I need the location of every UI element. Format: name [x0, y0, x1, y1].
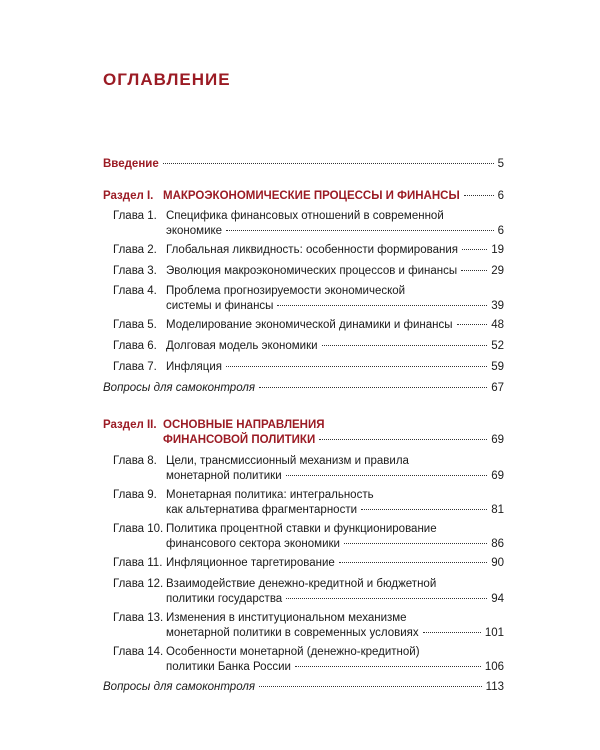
chapter-title: Изменения в институциональном механизме [166, 612, 407, 624]
page-number: 6 [497, 225, 504, 237]
chapter-title: Особенности монетарной (денежно-кредитной) [166, 646, 420, 658]
dot-leader [226, 230, 494, 231]
page-number: 48 [491, 319, 504, 331]
page-number: 67 [491, 382, 504, 394]
toc-entry-chapter-6[interactable] [103, 339, 504, 354]
toc-entry-chapter-1[interactable] [103, 209, 504, 239]
chapter-title-cont: монетарной политики в современных условиях [166, 627, 419, 639]
toc-entry-part-2[interactable] [103, 418, 504, 448]
dot-leader [226, 366, 487, 367]
page-number: 29 [491, 265, 504, 277]
toc-entry-chapter-13[interactable] [103, 611, 504, 641]
toc-entry-chapter-7[interactable] [103, 360, 504, 375]
page-number: 101 [484, 627, 504, 639]
chapter-title: Эволюция макроэкономических процессов и финансы [166, 265, 458, 277]
chapter-title: Политика процентной ставки и функционирование [166, 523, 437, 535]
toc-entry-chapter-5[interactable] [103, 318, 504, 333]
dot-leader [322, 345, 488, 346]
toc-entry-questions-2[interactable] [103, 680, 504, 695]
toc-entry-chapter-12[interactable] [103, 577, 504, 607]
chapter-title: Проблема прогнозируемости экономической [166, 285, 406, 297]
page-number: 69 [491, 470, 504, 482]
page-number: 69 [491, 434, 504, 446]
dot-leader [423, 632, 481, 633]
chapter-label: Глава 10. [113, 523, 164, 535]
page-number: 19 [491, 244, 504, 256]
toc-entry-questions-1[interactable] [103, 381, 504, 396]
dot-leader [259, 686, 482, 687]
toc-entry-intro[interactable] [103, 157, 504, 172]
page-number: 81 [491, 504, 504, 516]
chapter-label: Глава 2. [113, 244, 157, 256]
dot-leader [461, 270, 487, 271]
chapter-label: Глава 7. [113, 361, 157, 373]
chapter-label: Глава 11. [113, 557, 163, 569]
chapter-label: Глава 6. [113, 340, 157, 352]
chapter-label: Глава 1. [113, 210, 157, 222]
dot-leader [295, 666, 481, 667]
dot-leader [286, 475, 488, 476]
part-label: Раздел II. [103, 419, 157, 431]
entry-title: Вопросы для самоконтроля [103, 382, 255, 394]
chapter-title: Цели, трансмиссионный механизм и правила [166, 455, 409, 467]
chapter-label: Глава 3. [113, 265, 157, 277]
dot-leader [277, 305, 487, 306]
dot-leader [259, 387, 487, 388]
toc-entry-chapter-3[interactable] [103, 264, 504, 279]
toc-entry-chapter-8[interactable] [103, 454, 504, 484]
dot-leader [462, 249, 487, 250]
chapter-title: Специфика финансовых отношений в современной [166, 210, 444, 222]
toc-entry-chapter-11[interactable] [103, 556, 504, 571]
page-number: 5 [497, 158, 504, 170]
chapter-title: Долговая модель экономики [166, 340, 318, 352]
page-number: 59 [491, 361, 504, 373]
dot-leader [344, 543, 487, 544]
chapter-title-cont: экономике [166, 225, 223, 237]
chapter-title: Моделирование экономической динамики и финансы [166, 319, 453, 331]
chapter-title-cont: системы и финансы [166, 300, 274, 312]
dot-leader [339, 562, 487, 563]
entry-title: Введение [103, 158, 159, 170]
dot-leader [464, 195, 494, 196]
chapter-label: Глава 13. [113, 612, 164, 624]
dot-leader [163, 163, 494, 164]
toc-entry-chapter-2[interactable] [103, 243, 504, 258]
page-number: 113 [485, 681, 504, 693]
chapter-label: Глава 9. [113, 489, 157, 501]
chapter-title-cont: как альтернатива фрагментарности [166, 504, 358, 516]
part-title-cont: ФИНАНСОВОЙ ПОЛИТИКИ [163, 434, 316, 446]
part-label: Раздел I. [103, 190, 154, 202]
chapter-title-cont: финансового сектора экономики [166, 538, 340, 550]
dot-leader [361, 509, 487, 510]
chapter-label: Глава 4. [113, 285, 157, 297]
toc-entry-chapter-9[interactable] [103, 488, 504, 518]
dot-leader [319, 439, 487, 440]
chapter-title: Монетарная политика: интегральность [166, 489, 374, 501]
chapter-title: Взаимодействие денежно-кредитной и бюджетной [166, 578, 437, 590]
chapter-title: Инфляция [166, 361, 223, 373]
part-title: МАКРОЭКОНОМИЧЕСКИЕ ПРОЦЕССЫ И ФИНАНСЫ [163, 190, 460, 202]
page-number: 94 [491, 593, 504, 605]
chapter-label: Глава 14. [113, 646, 164, 658]
chapter-title-cont: монетарной политики [166, 470, 282, 482]
part-title: ОСНОВНЫЕ НАПРАВЛЕНИЯ [163, 419, 325, 431]
page-number: 86 [491, 538, 504, 550]
chapter-label: Глава 5. [113, 319, 157, 331]
toc-entry-chapter-14[interactable] [103, 645, 504, 675]
dot-leader [457, 324, 488, 325]
page-number: 6 [497, 190, 504, 202]
dot-leader [286, 598, 487, 599]
chapter-title: Инфляционное таргетирование [166, 557, 335, 569]
page-number: 39 [491, 300, 504, 312]
chapter-title-cont: политики государства [166, 593, 283, 605]
chapter-label: Глава 8. [113, 455, 157, 467]
page-title: ОГЛАВЛЕНИЕ [103, 70, 231, 89]
entry-title: Вопросы для самоконтроля [103, 681, 255, 693]
chapter-label: Глава 12. [113, 578, 164, 590]
page-number: 52 [491, 340, 504, 352]
toc-entry-chapter-4[interactable] [103, 284, 504, 314]
toc-entry-chapter-10[interactable] [103, 522, 504, 552]
toc-entry-part-1[interactable] [103, 189, 504, 204]
page-number: 90 [491, 557, 504, 569]
chapter-title: Глобальная ликвидность: особенности формирования [166, 244, 458, 256]
page-number: 106 [484, 661, 504, 673]
chapter-title-cont: политики Банка России [166, 661, 291, 673]
